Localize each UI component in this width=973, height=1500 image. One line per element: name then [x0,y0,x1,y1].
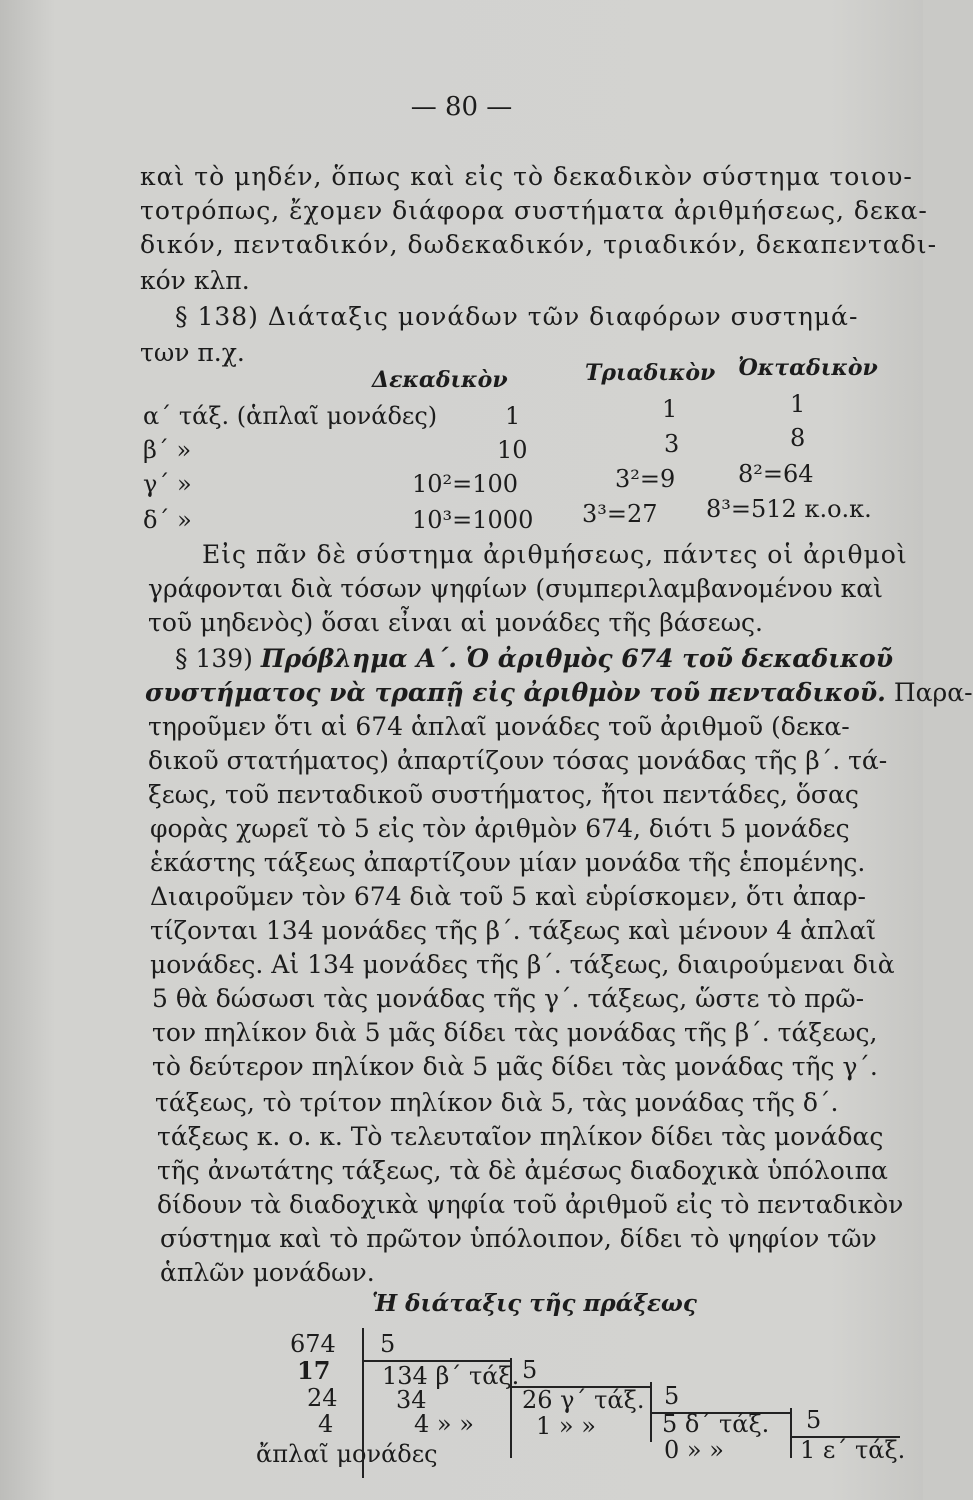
divisor: 5 [380,1330,396,1358]
text-line: ἁπλῶν μονάδων. [160,1258,375,1287]
table-cell-decimal: 10³=1000 [412,506,534,534]
page-number: — 80 — [410,92,513,122]
text-line: σύστημα καὶ τὸ πρῶτον ὑπόλοιπον, δίδει τὸ ψηφίον τῶν [160,1224,877,1253]
remainder: 4 [318,1410,334,1438]
table-cell-decimal: 10 [497,436,528,464]
text-line: τάξεως κ. ο. κ. Τὸ τελευταῖον πηλίκον δίδει τὰς μονάδας [157,1122,884,1151]
table-cell-octal: 8²=64 [738,460,814,488]
text-line: τίζονται 134 μονάδες τῆς β΄. τάξεως καὶ μένουν 4 ἁπλαῖ [150,916,877,945]
text-line: 5 θὰ δώσωσι τὰς μονάδας τῆς γ΄. τάξεως, ὥστε τὸ πρῶ- [152,984,865,1013]
text-line: ἑκάστης τάξεως ἀπαρτίζουν μίαν μονάδα τῆς ἑπομένης. [150,848,866,877]
remainder: 0 » » [664,1436,724,1464]
section-139-title-cont [145,678,973,708]
text-line: καὶ τὸ μηδέν, ὅπως καὶ εἰς τὸ δεκαδικὸν σύστημα τοιου- [140,162,913,191]
quotient: 134 β΄ τάξ. [382,1362,520,1390]
text-line: δίδουν τὰ διαδοχικὰ ψηφία τοῦ ἀριθμοῦ εἰς τὸ πενταδικὸν [157,1190,904,1219]
remainder: 1 » » [536,1412,596,1440]
text-line: δικόν, πενταδικόν, δωδεκαδικόν, τριαδικόν, δεκαπενταδι- [140,230,938,259]
divisor: 5 [806,1406,822,1434]
table-cell-ternary: 3³=27 [582,500,658,528]
text-line: τάξεως, τὸ τρίτον πηλίκον διὰ 5, τὰς μονάδας τῆς δ΄. [155,1088,839,1117]
text-line: τὸ δεύτερον πηλίκον διὰ 5 μᾶς δίδει τὰς μονάδας τῆς γ΄. [152,1052,878,1081]
calculation-heading: Ἡ διάταξις τῆς πράξεως [372,1290,697,1317]
table-row-label: γ΄ » [143,470,192,498]
column-header-ternary: Τριαδικὸν [585,360,716,386]
quotient: 5 δ΄ τάξ. [662,1410,770,1438]
divisor: 5 [522,1356,538,1384]
section-138-title: § 138) Διάταξις μονάδων τῶν διαφόρων συστημά- [175,302,859,331]
text-line: δικοῦ στατήματος) ἀπαρτίζουν τόσας μονάδας τῆς β΄. τά- [148,746,888,775]
text-line: τοῦ μηδενὸς) ὅσαι εἶναι αἱ μονάδες τῆς βάσεως. [148,608,763,637]
remainder: 4 » » [414,1410,474,1438]
problem-title-cont: συστήματος νὰ τραπῇ εἰς ἀριθμὸν τοῦ πενταδικοῦ. [145,678,886,707]
table-cell-ternary: 3 [664,430,680,458]
text-line: φορὰς χωρεῖ τὸ 5 εἰς τὸν ἀριθμὸν 674, διότι 5 μονάδες [150,814,850,843]
text-line: κόν κλπ. [140,266,250,295]
text-line: τον πηλίκον διὰ 5 μᾶς δίδει τὰς μονάδας τῆς β΄. τάξεως, [152,1018,878,1047]
partial-remainder: 24 [307,1384,338,1412]
text-line: των π.χ. [140,338,245,367]
table-cell-octal: 8³=512 κ.ο.κ. [706,495,872,523]
text-fragment: Παρα- [893,678,973,707]
table-row-label: β΄ » [143,436,192,464]
divisor: 5 [664,1382,680,1410]
remainder-label: ἄπλαῖ μονάδες [256,1440,438,1468]
column-header-octal: Ὀκταδικὸν [738,355,878,381]
table-cell-octal: 8 [790,424,806,452]
partial-remainder: 34 [396,1386,427,1414]
problem-title: Πρόβλημα Α΄. Ὁ ἀριθμὸς 674 τοῦ δεκαδικοῦ [260,644,894,673]
text-line: Διαιροῦμεν τὸν 674 διὰ τοῦ 5 καὶ εὑρίσκομεν, ὅτι ἀπαρ- [150,882,866,911]
quotient: 1 ε΄ τάξ. [800,1436,906,1464]
table-row-label: δ΄ » [143,506,192,534]
dividend: 674 [290,1330,336,1358]
division-bar [790,1408,792,1458]
table-cell-ternary: 1 [662,395,678,423]
table-cell-decimal: 10²=100 [412,470,519,498]
text-line: μονάδες. Αἱ 134 μονάδες τῆς β΄. τάξεως, διαιρούμεναι διὰ [150,950,895,979]
text-line: τοτρόπως, ἔχομεν διάφορα συστήματα ἀριθμήσεως, δεκα- [140,196,928,225]
quotient: 26 γ΄ τάξ. [522,1386,645,1414]
text-line: τηροῦμεν ὅτι αἱ 674 ἁπλαῖ μονάδες τοῦ ἀριθμοῦ (δεκα- [148,712,850,741]
partial-remainder: 17 [297,1356,331,1385]
table-cell-octal: 1 [790,390,806,418]
section-number: § 139) [175,644,253,673]
text-line: τῆς ἀνωτάτης τάξεως, τὰ δὲ ἀμέσως διαδοχικὰ ὑπόλοιπα [157,1156,888,1185]
text-line: Εἰς πᾶν δὲ σύστημα ἀριθμήσεως, πάντες οἱ ἀριθμοὶ [202,540,908,569]
text-line: γράφονται διὰ τόσων ψηφίων (συμπεριλαμβανομένου καὶ [148,574,883,603]
table-row-label: α΄ τάξ. (ἁπλαῖ μονάδες) [143,402,438,430]
text-line: ξεως, τοῦ πενταδικοῦ συστήματος, ἤτοι πεντάδες, ὅσας [148,780,859,809]
column-header-decimal: Δεκαδικὸν [372,367,508,393]
table-cell-decimal: 1 [505,402,521,430]
table-cell-ternary: 3²=9 [615,465,676,493]
section-139-title [175,644,905,674]
